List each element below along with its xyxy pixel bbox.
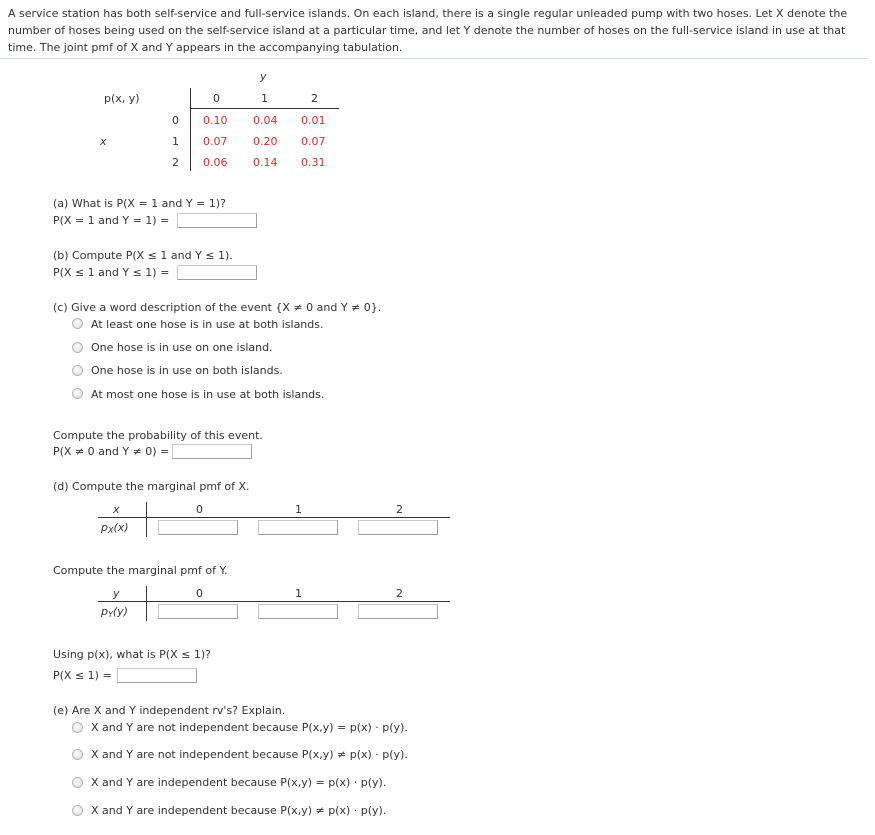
part-c-option-1-label: At least one hose is in use at both islands.	[91, 318, 324, 331]
problem-statement: A service station has both self-service and full-service islands. On each island, there is a single regular unleaded pump with two hoses. Let X denote the number of hoses being used on the self-service island at a particular time, and let Y denote the number of hoses on the full-service island in use at that time. The joint pmf of X and Y appears in the accompanying tabulation.	[8, 7, 848, 54]
marginal-y-rule	[98, 601, 450, 602]
marginal-y-input-2[interactable]	[358, 604, 438, 619]
marginal-x-rule	[98, 517, 450, 518]
cell-0-2: 0.01	[301, 114, 326, 127]
marginal-y-value-2: 2	[396, 587, 403, 600]
marginal-x-input-0[interactable]	[158, 520, 238, 535]
part-b-answer-input[interactable]	[177, 265, 257, 280]
marginal-y-var-label: y	[113, 587, 120, 600]
part-c-option-2-label: One hose is in use on one island.	[91, 341, 273, 354]
part-c-option-1-radio[interactable]	[72, 318, 83, 329]
part-e-option-3-radio[interactable]	[72, 777, 83, 788]
cell-2-1: 0.14	[253, 156, 278, 169]
table-header-rule	[190, 108, 339, 109]
marginal-y-value-0: 0	[196, 587, 203, 600]
cell-1-0: 0.07	[203, 135, 228, 148]
marginal-x-input-1[interactable]	[258, 520, 338, 535]
part-e-option-3-label: X and Y are independent because P(x,y) = p(x) · p(y).	[91, 776, 387, 789]
col-header-2: 2	[311, 92, 318, 105]
col-header-1: 1	[261, 92, 268, 105]
part-c-option-3-label: One hose is in use on both islands.	[91, 364, 283, 377]
header-divider	[0, 58, 868, 59]
part-c-option-2-radio[interactable]	[72, 342, 83, 353]
marginal-x-divider	[146, 502, 147, 537]
part-c-prob-answer-input[interactable]	[172, 444, 252, 459]
marginal-x-input-2[interactable]	[358, 520, 438, 535]
part-e-option-2-label: X and Y are not independent because P(x,y) ≠ p(x) · p(y).	[91, 748, 408, 761]
row-header-1: 1	[172, 135, 179, 148]
part-e-question: (e) Are X and Y independent rv's? Explain.	[53, 704, 286, 717]
part-c-option-3-radio[interactable]	[72, 365, 83, 376]
marginal-x-value-1: 1	[295, 503, 302, 516]
cell-0-1: 0.04	[253, 114, 278, 127]
marginal-x-value-0: 0	[196, 503, 203, 516]
marginal-x-var-label: x	[113, 503, 120, 516]
part-a-answer-input[interactable]	[177, 213, 257, 228]
part-e-option-4-radio[interactable]	[72, 805, 83, 816]
row-header-2: 2	[172, 156, 179, 169]
part-c-option-4-label: At most one hose is in use at both islands.	[91, 388, 325, 401]
part-e-option-4-label: X and Y are independent because P(x,y) ≠ p(x) · p(y).	[91, 804, 387, 817]
row-variable-label: x	[100, 135, 107, 148]
cell-1-1: 0.20	[253, 135, 278, 148]
marginal-y-pmf-label: $p_Y(y)$	[101, 605, 128, 619]
using-px-prompt: P(X ≤ 1) =	[53, 669, 112, 682]
cell-0-0: 0.10	[203, 114, 228, 127]
marginal-y-question: Compute the marginal pmf of Y.	[53, 564, 228, 577]
marginal-x-pmf-label: $p_X(x)$	[101, 521, 129, 535]
part-c-question: (c) Give a word description of the event {X ≠ 0 and Y ≠ 0}.	[53, 301, 382, 314]
using-px-answer-input[interactable]	[117, 668, 197, 683]
marginal-y-value-1: 1	[295, 587, 302, 600]
table-corner-label: p(x, y)	[104, 92, 140, 105]
part-b-question: (b) Compute P(X ≤ 1 and Y ≤ 1).	[53, 249, 233, 262]
cell-2-0: 0.06	[203, 156, 228, 169]
part-b-prompt: P(X ≤ 1 and Y ≤ 1) =	[53, 266, 170, 279]
part-a-question: (a) What is P(X = 1 and Y = 1)?	[53, 197, 226, 210]
part-c-option-4-radio[interactable]	[72, 388, 83, 399]
col-variable-label: y	[260, 70, 267, 83]
cell-1-2: 0.07	[301, 135, 326, 148]
using-px-question: Using p(x), what is P(X ≤ 1)?	[53, 648, 211, 661]
marginal-y-input-1[interactable]	[258, 604, 338, 619]
marginal-x-value-2: 2	[396, 503, 403, 516]
part-e-option-1-label: X and Y are not independent because P(x,y) = p(x) · p(y).	[91, 721, 408, 734]
marginal-y-input-0[interactable]	[158, 604, 238, 619]
part-e-option-1-radio[interactable]	[72, 722, 83, 733]
part-e-option-2-radio[interactable]	[72, 749, 83, 760]
row-header-0: 0	[172, 114, 179, 127]
col-header-0: 0	[213, 92, 220, 105]
part-a-prompt: P(X = 1 and Y = 1) =	[53, 214, 170, 227]
table-divider	[190, 88, 191, 171]
part-d-question: (d) Compute the marginal pmf of X.	[53, 480, 250, 493]
part-c-prob-prompt: P(X ≠ 0 and Y ≠ 0) =	[53, 445, 170, 458]
cell-2-2: 0.31	[301, 156, 326, 169]
marginal-y-divider	[146, 586, 147, 621]
part-c-prob-question: Compute the probability of this event.	[53, 429, 263, 442]
